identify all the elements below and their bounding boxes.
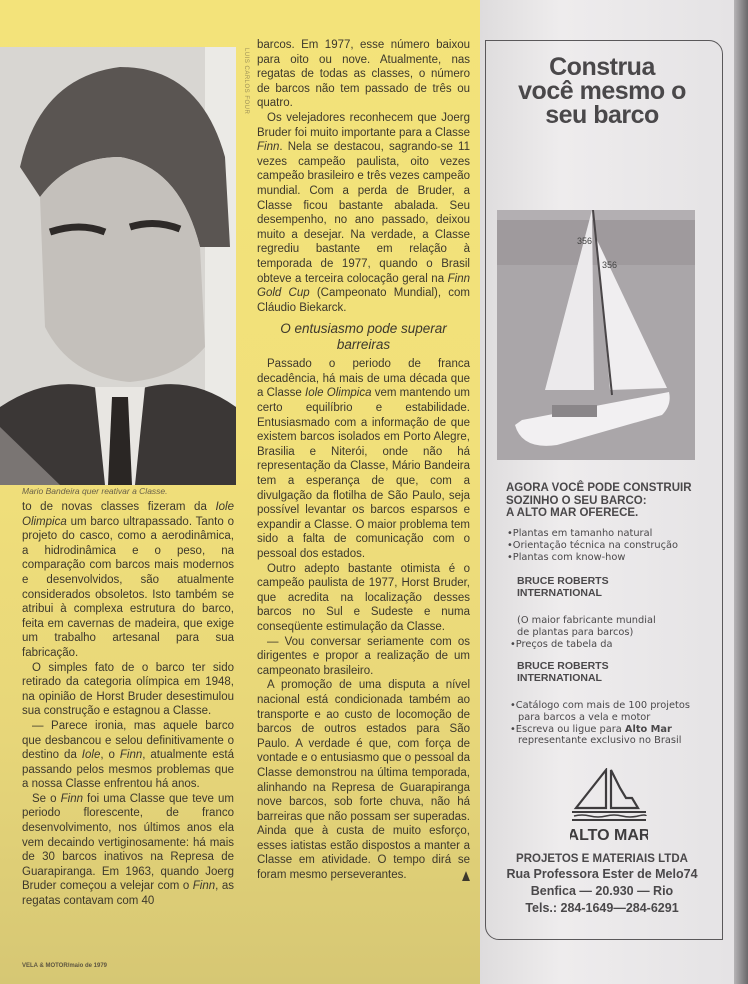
alto-mar-logo [570, 768, 648, 846]
ad-headline [506, 482, 692, 520]
brand-line: INTERNATIONAL [517, 587, 602, 599]
bullet-item: • Catálogo com mais de 100 projetos [510, 700, 690, 712]
ad-title-line: Construa [549, 53, 655, 81]
sail-number: 356 [602, 260, 618, 270]
article-paragraph: — Vou conversar seriamente com os dirigentes e propor a realização de um campeonato brasileiro. [257, 635, 470, 677]
italic-term: Iole [81, 749, 101, 762]
brand-name-2 [517, 660, 609, 684]
article-paragraph: Outro adepto bastante otimista é o campeão paulista de 1977, Horst Bruder, que acredita na localização desses barcos no Sul e Sudeste e numa conseqüente estimulação da Classe. [257, 562, 470, 633]
ad-title-line: seu barco [545, 101, 659, 129]
ad-title [487, 55, 717, 127]
article-paragraph: to de novas classes fizeram da Iole Olimpica um barco ultrapassado. Tanto o projeto do casco, como a aerodinâmica, a hidrodinâmica e o peso, na comparação com barcos mais modernos e desenvolvidos, são atualmente considerados obsoletos. Isto também se atribui à complexa estrutura do barco, feita em cavernas de madeira, que exige um trabalho artesanal para sua fabricação. [22, 501, 234, 659]
ad-bullets-1 [507, 528, 678, 563]
bullet-continuation: para barcos a vela e motor [518, 711, 651, 723]
article-paragraph: Se o Finn foi uma Classe que teve um periodo florescente, de franco desenvolvimento, nos últimos anos ela vem decaindo vertiginosamente: há mais de 30 barcos inativos na Represa de Guarapiranga. Em 1963, quando Joerg Bruder começou a velejar com o Finn, as regatas contavam com 40 [22, 792, 234, 908]
note-line: de plantas para barcos) [517, 626, 634, 638]
company-address: Rua Professora Ester de Melo74 [506, 867, 698, 882]
italic-term: Finn [119, 749, 143, 762]
bullet-item: • Preços de tabela da [510, 639, 612, 651]
italic-term: Iole Olimpica [22, 501, 234, 528]
subheading: O entusiasmo pode superar barreiras [280, 321, 447, 353]
ad-headline-line: AGORA VOCÊ PODE CONSTRUIR [506, 482, 692, 494]
sail-number: 356 [577, 236, 593, 246]
article-paragraph: A promoção de uma disputa a nível nacional está condicionada também ao transporte e ao custo de locomoção de barcos de outros estados para São Paulo. A verdade é que, com força de vontade e o entusiasmo que o pessoal da Classe demonstrou na última temporada, alinhando na Represa de Guarapiranga nove barcos, sob forte chuva, não há barreiras que não possam ser superadas. Ainda que à custa de muito esforço, esses iatistas estão dispostos a manter a Classe em atividade. O tempo dirá se foram mesmo perseverantes. [257, 679, 470, 882]
italic-term: Iole Olimpica [305, 387, 372, 400]
end-mark-icon [462, 871, 470, 881]
brand-name-1 [517, 575, 609, 599]
ad-title-line: você mesmo o [518, 77, 686, 105]
company-name: PROJETOS E MATERIAIS LTDA [516, 853, 688, 865]
ad-prices [510, 639, 612, 651]
bullet-item [510, 724, 690, 736]
article-paragraph: O simples fato de o barco ter sido retirado da categoria olímpica em 1948, na opinião de Horst Bruder desestimulou sua construção e estagnou a Classe. [22, 661, 234, 718]
note-line: (O maior fabricante mundial [517, 615, 656, 626]
italic-term: Finn [192, 880, 216, 893]
sailboat-photo [497, 210, 695, 460]
bullet-continuation: representante exclusivo no Brasil [518, 735, 682, 747]
ad-headline-line: SOZINHO O SEU BARCO: [506, 494, 647, 507]
column-2-top [257, 38, 470, 315]
article-column-2 [257, 38, 470, 883]
bullet-item: • Plantas com know-how [507, 552, 678, 564]
magazine-footer: VELA & MOTOR/maio de 1979 [22, 963, 108, 969]
italic-term: Finn Gold Cup [257, 272, 470, 300]
ad-headline-line: A ALTO MAR OFERECE. [506, 507, 639, 519]
contact-brand: Alto Mar [624, 723, 672, 735]
article-paragraph: barcos. Em 1977, esse número baixou para oito ou nove. Atualmente, nas regatas de todas as classes, o número de barcos não tem passado de três ou quatro. [257, 39, 470, 110]
ad-bullets-2 [510, 700, 690, 747]
brand-line: BRUCE ROBERTS [517, 660, 609, 672]
portrait-photo [0, 47, 236, 485]
ad-note [517, 615, 656, 639]
logo-text: ALTO MAR [570, 827, 648, 844]
company-city: Benfica — 20.930 — Rio [530, 884, 674, 899]
bullet-item: • Plantas em tamanho natural [507, 528, 678, 540]
italic-term: Finn [257, 141, 280, 154]
column-2-bottom [257, 357, 470, 882]
article-column-1 [22, 500, 234, 909]
brand-line: BRUCE ROBERTS [517, 575, 609, 587]
article-paragraph: Os velejadores reconhecem que Joerg Bruder foi muito importante para a Classe Finn. Nela se destacou, sagrando-se 11 vezes campeão paulista, oito vezes campeão brasileiro e três vezes campeão mundial. Com a perda de Bruder, a Classe ficou bastante abalada. Seu desempenho, no ano passado, deixou muito a desejar. Na verdade, a Classe regrediu bastante em relação à temporada de 1977, quando o Brasil obteve a terceira colocação geral na Finn Gold Cup (Campeonato Mundial), com Cláudio Biekarck. [257, 111, 470, 314]
photo-caption: Mario Bandeira quer reativar a Classe. [22, 486, 168, 496]
page-edge [734, 0, 748, 984]
bullet-item: • Orientação técnica na construção [507, 540, 678, 552]
company-info [487, 852, 717, 917]
italic-term: Finn [60, 792, 83, 805]
article-paragraph: Passado o periodo de franca decadência, há mais de uma década que a Classe Iole Olimpica vem mantendo um certo equilíbrio e estabilidade. Entusiasmado com a informação de que existem barcos isolados em Porto Alegre, Brasilia e Niterói, onde não há representação da Classe, Mário Bandeira tem a esperança de que, com a divulgação da flotilha de São Paulo, seja possível levantar os barcos esparsos e expandir a Classe. O maior problema tem sido a falta de comunicação com o pessoal dos estados. [257, 358, 471, 560]
article-paragraph: — Parece ironia, mas aquele barco que desbancou e selou definitivamente o destino da Iole, o Finn, atualmente está passando pelos mesmos problemas que a nossa Classe enfrentou há anos. [22, 719, 234, 791]
contact-prefix: Escreva ou ligue para [515, 723, 625, 735]
brand-line: INTERNATIONAL [517, 672, 602, 684]
company-phones: Tels.: 284-1649—284-6291 [525, 901, 679, 916]
photo-credit: LUIS CARLOS FOUR [243, 48, 249, 115]
